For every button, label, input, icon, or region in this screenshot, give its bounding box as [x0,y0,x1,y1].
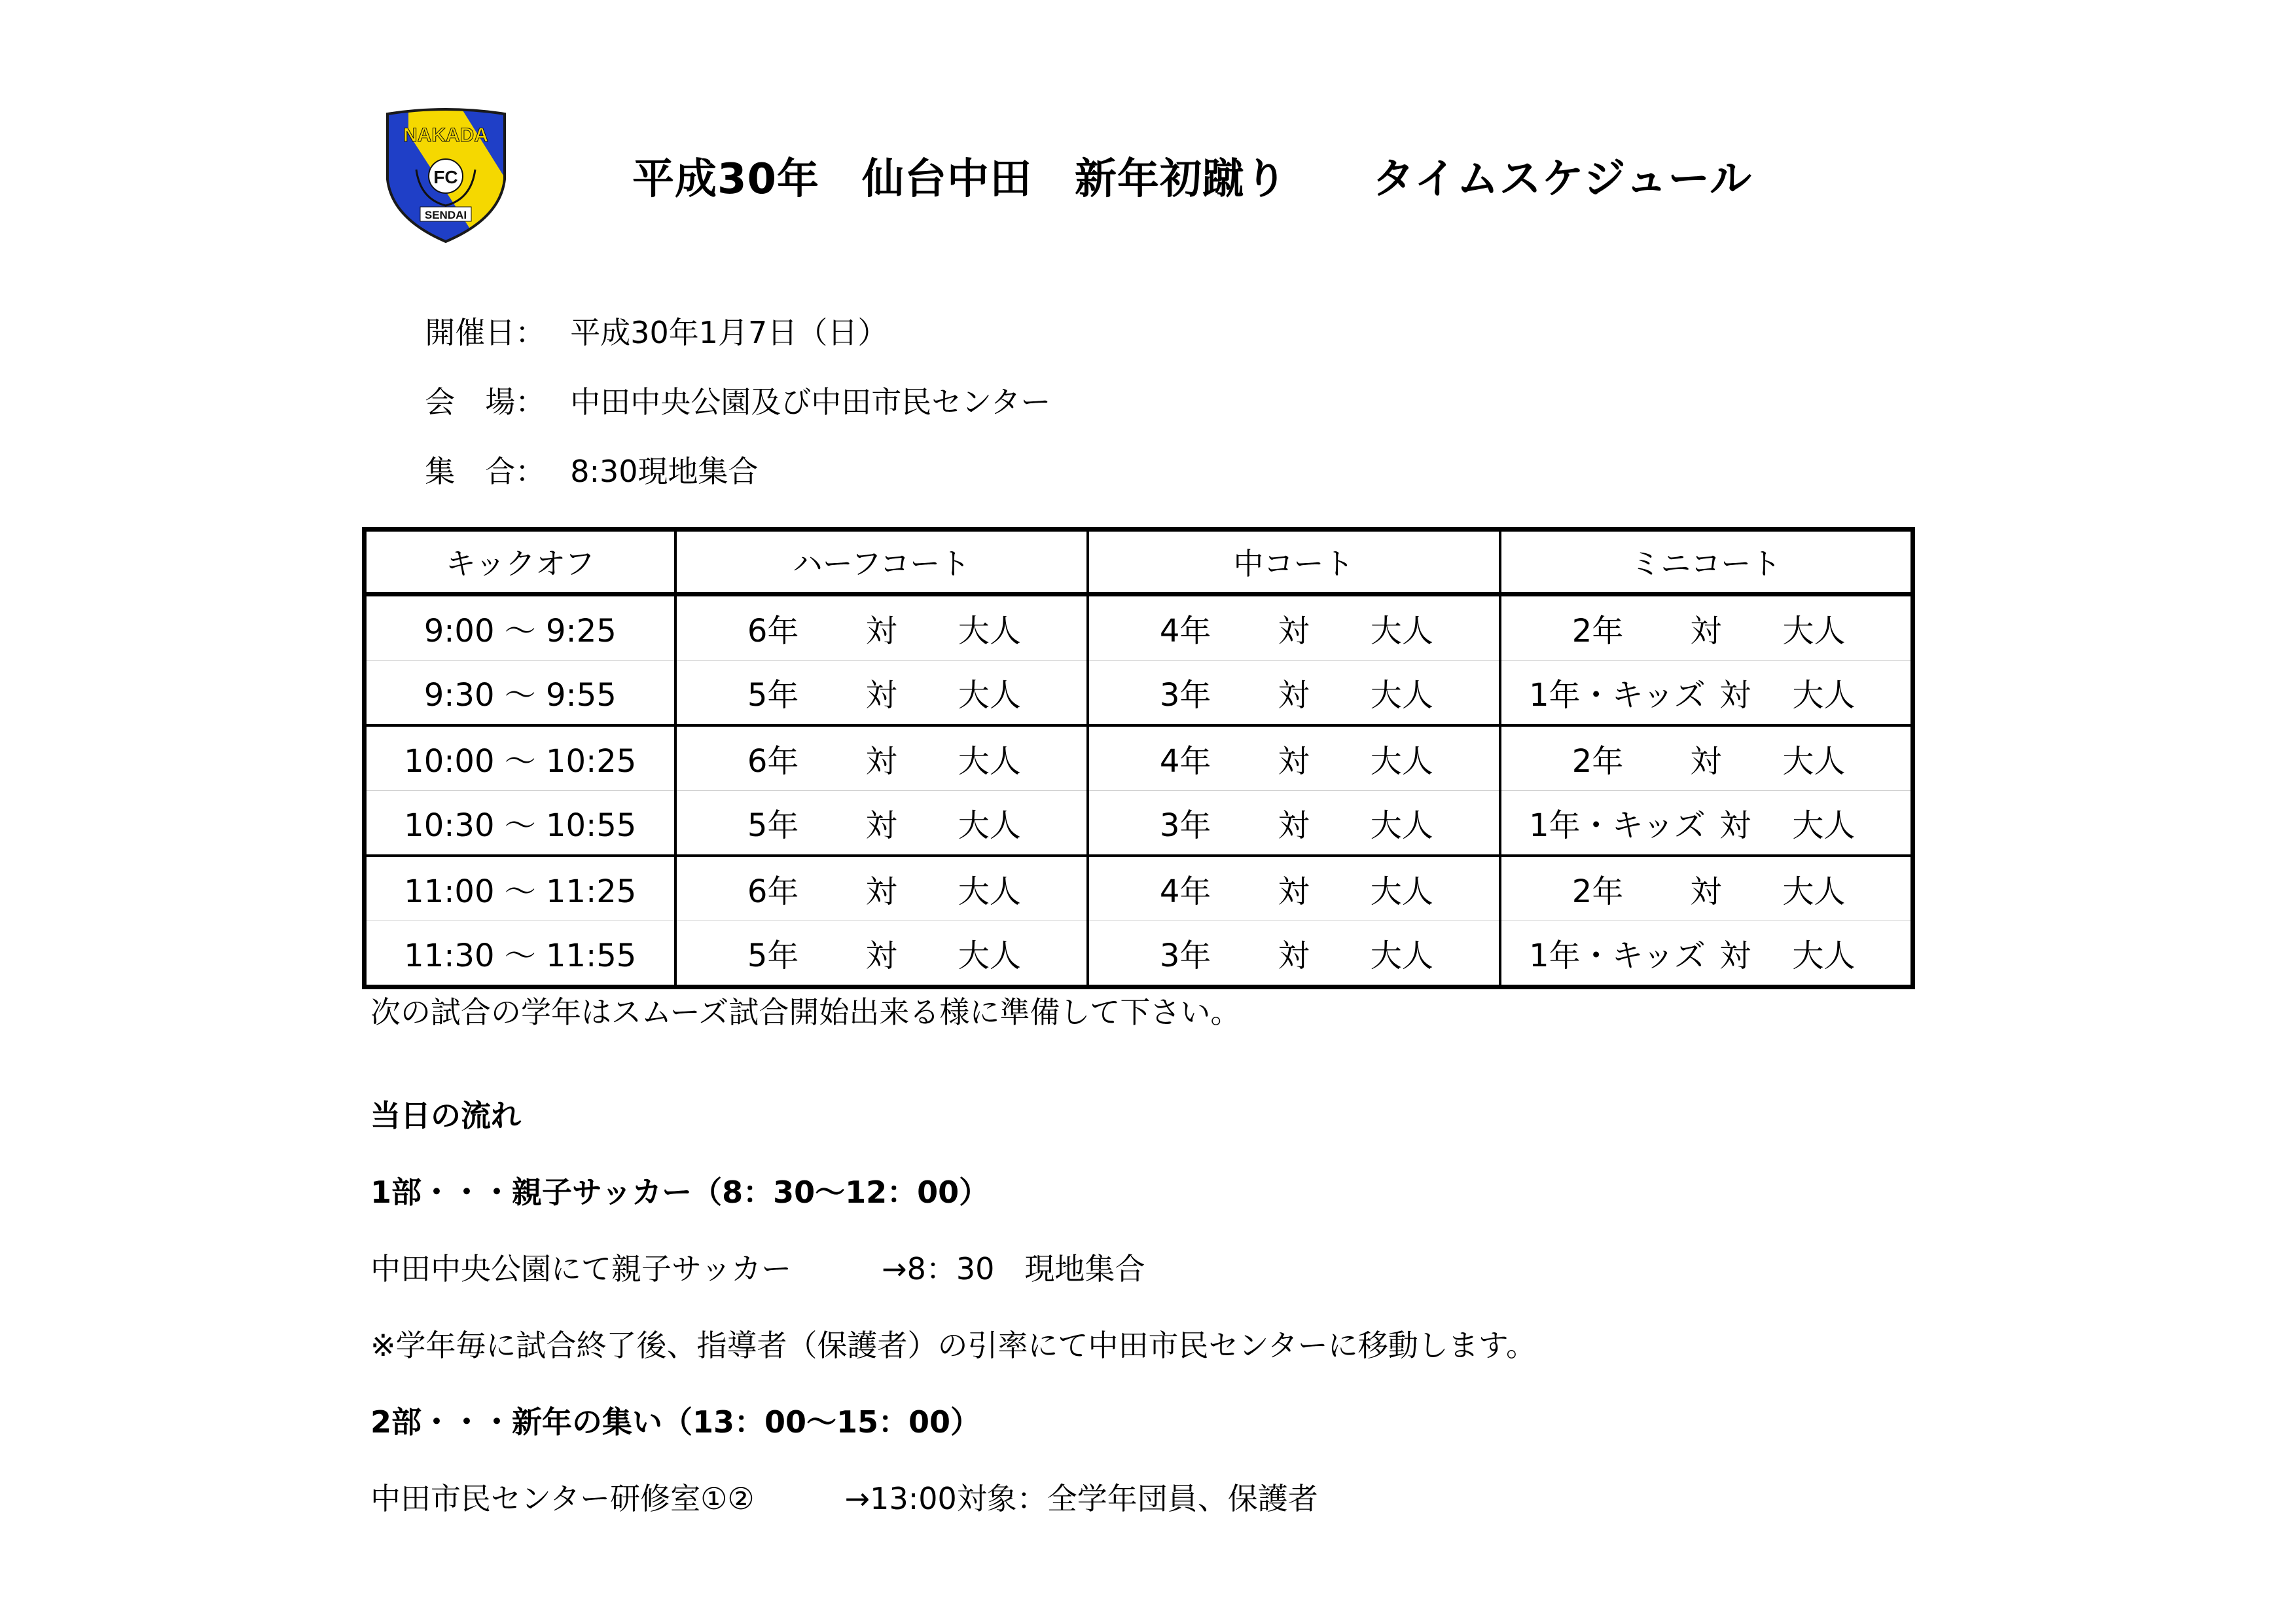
home-team: 3年 [1159,807,1211,844]
mini-court-match [1500,725,1913,791]
mid-court-match [1088,856,1500,921]
versus-label: 対 [1278,807,1310,844]
home-team: 2年 [1571,873,1624,910]
away-team: 大人 [1782,743,1846,780]
logo-top-text: NAKADA [403,124,488,146]
versus-label: 対 [1278,613,1310,649]
info-venue-value: 中田中央公園及び中田市民センター [570,384,1051,420]
versus-label: 対 [1278,938,1310,974]
away-team: 大人 [1370,873,1433,910]
versus-label: 対 [865,807,897,844]
info-date-value: 平成30年1月7日（日） [570,315,888,350]
half-court-match [675,921,1088,987]
versus-label: 対 [1719,677,1751,714]
home-team: 5年 [747,807,799,844]
info-venue [406,343,1050,422]
info-date-label: 開催日： [425,315,546,350]
mini-court-match [1500,594,1913,661]
home-team: 2年 [1571,613,1624,649]
away-team: 大人 [1782,613,1846,649]
info-date [406,274,888,352]
info-assembly [406,412,759,491]
versus-label: 対 [1719,938,1751,974]
home-team: 1年・キッズ [1529,677,1706,714]
table-row [365,921,1913,987]
table-row [365,856,1913,921]
half-court-match [675,791,1088,856]
part2-line: 中田市民センター研修室①② →13:00対象：全学年団員、保護者 [370,1481,1318,1516]
mini-court-match [1500,661,1913,726]
away-team: 大人 [1782,873,1846,910]
logo-bottom-text: SENDAI [424,209,467,221]
flow-heading: 当日の流れ [370,1098,521,1133]
versus-label: 対 [865,938,897,974]
club-logo [382,107,510,245]
table-row [365,725,1913,791]
versus-label: 対 [1278,677,1310,714]
header-middle-court: 中コート [1088,530,1500,594]
mid-court-match [1088,791,1500,856]
part1-note: ※学年毎に試合終了後、指導者（保護者）の引率にて中田市民センターに移動します。 [370,1328,1537,1363]
home-team: 5年 [747,938,799,974]
away-team: 大人 [1792,677,1856,714]
table-row [365,594,1913,661]
kickoff-time: 11:30 ～ 11:55 [365,921,675,987]
away-team: 大人 [958,677,1021,714]
home-team: 3年 [1159,938,1211,974]
home-team: 4年 [1159,873,1211,910]
half-court-match [675,856,1088,921]
away-team: 大人 [1792,807,1856,844]
away-team: 大人 [1370,677,1433,714]
header-mini-court: ミニコート [1500,530,1913,594]
versus-label: 対 [1690,873,1722,910]
table-row [365,661,1913,726]
mid-court-match [1088,594,1500,661]
table-header-row [365,530,1913,594]
away-team: 大人 [958,613,1021,649]
logo-center-text: FC [433,167,458,187]
kickoff-time: 10:00 ～ 10:25 [365,725,675,791]
mini-court-match [1500,921,1913,987]
away-team: 大人 [958,938,1021,974]
versus-label: 対 [865,873,897,910]
half-court-match [675,725,1088,791]
table-note: 次の試合の学年はスムーズ試合開始出来る様に準備して下さい。 [370,994,1241,1030]
mid-court-match [1088,725,1500,791]
info-venue-label: 会 場： [425,384,546,420]
home-team: 6年 [747,873,799,910]
mini-court-match [1500,791,1913,856]
away-team: 大人 [1370,613,1433,649]
home-team: 5年 [747,677,799,714]
table-row [365,791,1913,856]
header-kickoff: キックオフ [365,530,675,594]
away-team: 大人 [1370,938,1433,974]
versus-label: 対 [1278,743,1310,780]
away-team: 大人 [1370,743,1433,780]
versus-label: 対 [865,743,897,780]
info-assembly-value: 8:30現地集合 [570,454,759,489]
kickoff-time: 10:30 ～ 10:55 [365,791,675,856]
away-team: 大人 [1792,938,1856,974]
kickoff-time: 9:30 ～ 9:55 [365,661,675,726]
header-half-court: ハーフコート [675,530,1088,594]
versus-label: 対 [865,613,897,649]
versus-label: 対 [1278,873,1310,910]
home-team: 1年・キッズ [1529,807,1706,844]
home-team: 4年 [1159,613,1211,649]
schedule-table [362,527,1915,989]
kickoff-time: 9:00 ～ 9:25 [365,594,675,661]
part1-line: 中田中央公園にて親子サッカー →8：30 現地集合 [370,1251,1145,1286]
page-title: 平成30年 仙台中田 新年初蹴り タイムスケジュール [632,155,1752,204]
versus-label: 対 [865,677,897,714]
kickoff-time: 11:00 ～ 11:25 [365,856,675,921]
part1-heading: 1部・・・親子サッカー（8：30～12：00） [370,1175,990,1210]
home-team: 6年 [747,613,799,649]
home-team: 2年 [1571,743,1624,780]
mid-court-match [1088,921,1500,987]
home-team: 1年・キッズ [1529,938,1706,974]
versus-label: 対 [1690,743,1722,780]
part2-heading: 2部・・・新年の集い（13：00～15：00） [370,1404,981,1440]
versus-label: 対 [1690,613,1722,649]
away-team: 大人 [958,743,1021,780]
info-assembly-label: 集 合： [425,454,546,489]
versus-label: 対 [1719,807,1751,844]
home-team: 6年 [747,743,799,780]
half-court-match [675,594,1088,661]
mid-court-match [1088,661,1500,726]
club-crest-icon [382,107,510,245]
mini-court-match [1500,856,1913,921]
home-team: 3年 [1159,677,1211,714]
home-team: 4年 [1159,743,1211,780]
away-team: 大人 [958,807,1021,844]
half-court-match [675,661,1088,726]
away-team: 大人 [1370,807,1433,844]
away-team: 大人 [958,873,1021,910]
